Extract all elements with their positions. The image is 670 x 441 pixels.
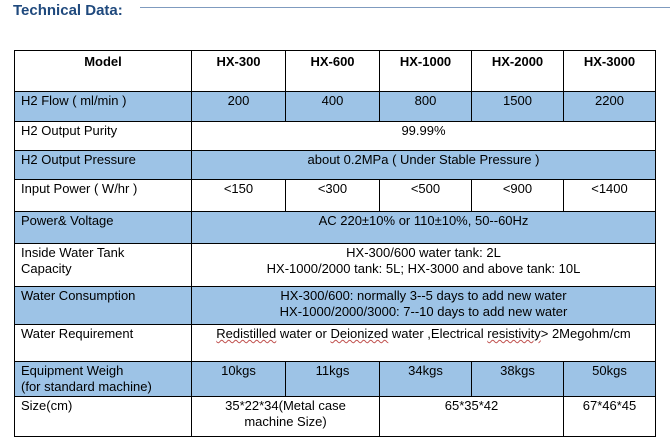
cell-purity-value: 99.99% — [192, 122, 656, 151]
cell-input-power-hx-3000: <1400 — [564, 180, 656, 212]
row-label-tank-line1: Inside Water Tank — [21, 245, 125, 260]
row-label-h2-flow: H2 Flow ( ml/min ) — [15, 92, 192, 122]
table-row-weight — [15, 362, 656, 397]
cell-requirement-value — [192, 325, 656, 362]
table-header-row — [15, 51, 656, 92]
requirement-text-2: water or — [276, 326, 331, 341]
row-label-requirement: Water Requirement — [15, 325, 192, 362]
cell-h2-flow-hx-600: 400 — [286, 92, 380, 122]
row-label-consumption: Water Consumption — [15, 287, 192, 325]
row-label-weight-line1: Equipment Weigh — [21, 363, 124, 378]
row-label-tank — [15, 244, 192, 287]
row-label-weight-line2: (for standard machine) — [21, 379, 152, 394]
cell-consumption-line2: HX-1000/2000/3000: 7--10 days to add new water — [279, 304, 568, 319]
header-rule — [140, 7, 670, 8]
cell-weight-hx-1000: 34kgs — [380, 362, 472, 397]
cell-h2-flow-hx-300: 200 — [192, 92, 286, 122]
row-label-size: Size(cm) — [15, 397, 192, 437]
table-row-voltage — [15, 212, 656, 244]
cell-input-power-hx-600: <300 — [286, 180, 380, 212]
cell-weight-hx-2000: 38kgs — [472, 362, 564, 397]
cell-h2-flow-hx-2000: 1500 — [472, 92, 564, 122]
cell-consumption-value — [192, 287, 656, 325]
table-row-tank — [15, 244, 656, 287]
table-row-consumption — [15, 287, 656, 325]
cell-size-small — [192, 397, 380, 437]
row-label-weight — [15, 362, 192, 397]
table-row-size — [15, 397, 656, 437]
cell-weight-hx-3000: 50kgs — [564, 362, 656, 397]
table-row-purity — [15, 122, 656, 151]
cell-tank-line2: HX-1000/2000 tank: 5L; HX-3000 and above tank: 10L — [266, 261, 581, 276]
cell-size-small-line2: machine Size) — [244, 414, 327, 429]
cell-weight-hx-600: 11kgs — [286, 362, 380, 397]
table-row-requirement — [15, 325, 656, 362]
column-header-hx-1000: HX-1000 — [380, 51, 472, 92]
row-label-input-power: Input Power ( W/hr ) — [15, 180, 192, 212]
cell-input-power-hx-1000: <500 — [380, 180, 472, 212]
technical-data-heading: Technical Data: — [13, 2, 123, 19]
row-label-voltage: Power& Voltage — [15, 212, 192, 244]
cell-pressure-value: about 0.2MPa ( Under Stable Pressure ) — [192, 151, 656, 180]
cell-h2-flow-hx-3000: 2200 — [564, 92, 656, 122]
table-row-input-power — [15, 180, 656, 212]
row-label-purity: H2 Output Purity — [15, 122, 192, 151]
requirement-text-redistilled: Redistilled — [216, 326, 277, 341]
cell-size-small-line1: 35*22*34(Metal case — [225, 398, 346, 413]
cell-tank-value — [192, 244, 656, 287]
row-label-pressure: H2 Output Pressure — [15, 151, 192, 180]
cell-input-power-hx-300: <150 — [192, 180, 286, 212]
cell-h2-flow-hx-1000: 800 — [380, 92, 472, 122]
column-header-model: Model — [15, 51, 192, 92]
cell-size-large: 67*46*45 — [564, 397, 656, 437]
requirement-text-6: > 2Megohm/cm — [540, 326, 631, 341]
column-header-hx-3000: HX-3000 — [564, 51, 656, 92]
cell-weight-hx-300: 10kgs — [192, 362, 286, 397]
cell-size-mid: 65*35*42 — [380, 397, 564, 437]
cell-consumption-line1: HX-300/600: normally 3--5 days to add new water — [280, 288, 567, 303]
column-header-hx-300: HX-300 — [192, 51, 286, 92]
requirement-text-4: water ,Electrical — [388, 326, 488, 341]
technical-data-table — [14, 50, 656, 437]
column-header-hx-600: HX-600 — [286, 51, 380, 92]
requirement-text-resistivity: resistivity — [487, 326, 541, 341]
column-header-hx-2000: HX-2000 — [472, 51, 564, 92]
table-row-h2-flow — [15, 92, 656, 122]
cell-input-power-hx-2000: <900 — [472, 180, 564, 212]
table-row-pressure — [15, 151, 656, 180]
cell-voltage-value: AC 220±10% or 110±10%, 50--60Hz — [192, 212, 656, 244]
requirement-text-deionized: Deionized — [330, 326, 389, 341]
row-label-tank-line2: Capacity — [21, 261, 72, 276]
cell-tank-line1: HX-300/600 water tank: 2L — [346, 245, 501, 260]
